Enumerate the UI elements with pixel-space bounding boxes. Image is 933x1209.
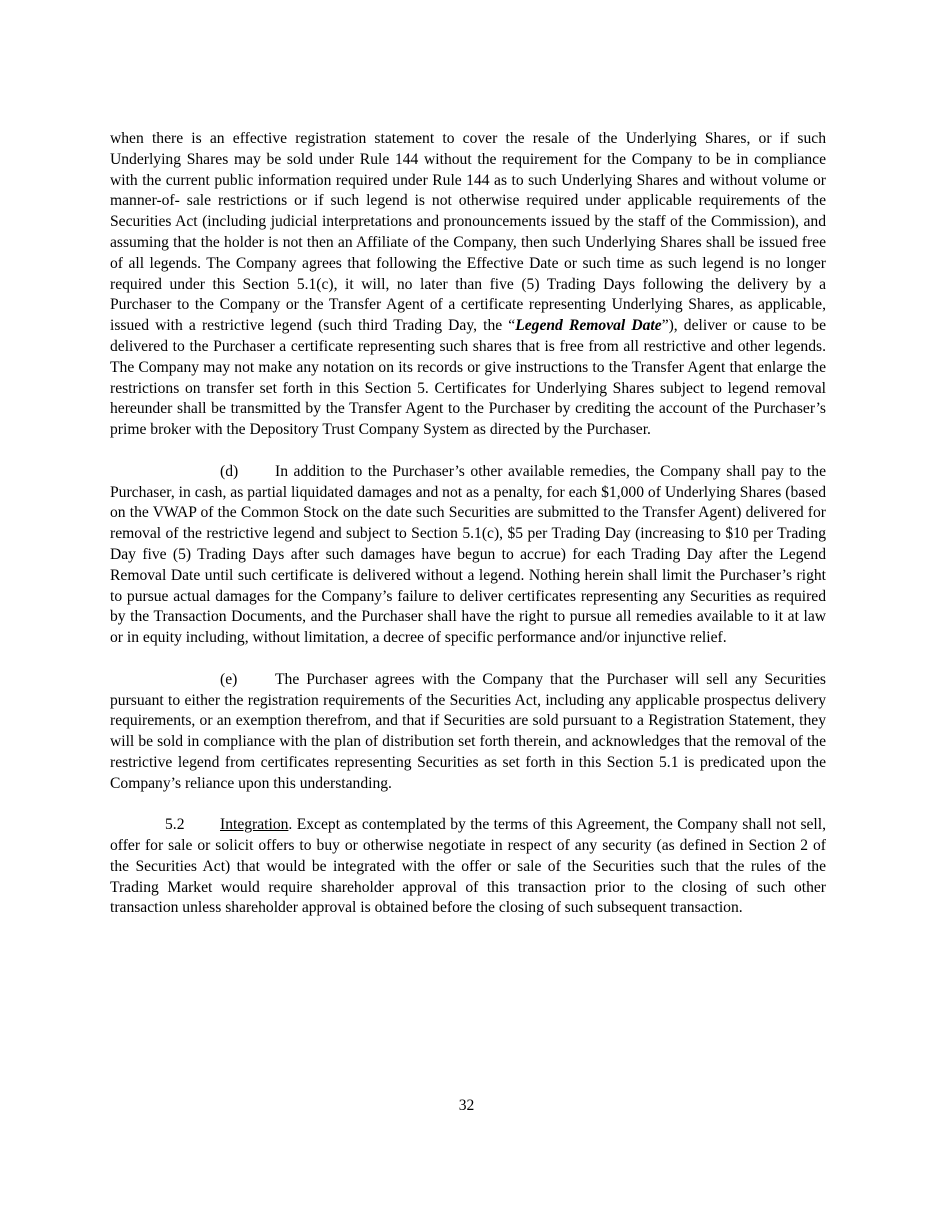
continuation-text-before: when there is an effective registration statement to cover the resale of the Underlying Shares, or if such Underlying Shares may be sold under Rule 144 without the requirement for the Company to be in compliance with the current public information required under Rule 144 as to such Underlying Shares and without volume or manner-of- sale restrictions or if such legend is not otherwise required under applicable requirements of the Securities Act (including judicial interpretations and pronouncements issued by the staff of the Commission), and assuming that the holder is not then an Affiliate of the Company, then such Underlying Shares shall be issued free of all legends. The Company agrees that following the Effective Date or such time as such legend is no longer required under this Section 5.1(c), it will, no later than five (5) Trading Days following the delivery by a Purchaser to the Company or the Transfer Agent of a certificate representing Underlying Shares, as applicable, issued with a restrictive legend (such third Trading Day, the “ [110, 130, 826, 335]
paragraph-e-text: The Purchaser agrees with the Company that the Purchaser will sell any Securities pursuant to either the registration requirements of the Securities Act, including any applicable prospectus delivery requirements, or an exemption therefrom, and that if Securities are sold pursuant to a Registration Statement, they will be sold in compliance with the plan of distribution set forth therein, and acknowledges that the removal of the restrictive legend from certificates representing Securities as set forth in this Section 5.1 is predicated upon the Company’s reliance upon this understanding. [110, 670, 826, 792]
paragraph-e [110, 670, 826, 795]
section-5-2 [110, 815, 826, 919]
defined-term-legend-removal-date: Legend Removal Date [515, 317, 662, 335]
continuation-paragraph [110, 129, 826, 441]
paragraph-d-label: (d) [220, 462, 239, 480]
paragraph-e-label: (e) [220, 670, 238, 688]
section-5-2-text: Except as contemplated by the terms of this Agreement, the Company shall not sell, offer for sale or solicit offers to buy or otherwise negotiate in respect of any security (as defined in Section 2 of the Securities Act) that would be integrated with the offer or sale of the Securities such that the rules of the Trading Market would require shareholder approval of this transaction prior to the closing of such other transaction unless shareholder approval is obtained before the closing of such subsequent transaction. [110, 816, 826, 917]
paragraph-d-text: In addition to the Purchaser’s other available remedies, the Company shall pay to the Purchaser, in cash, as partial liquidated damages and not as a penalty, for each $1,000 of Underlying Shares (based on the VWAP of the Common Stock on the date such Securities are submitted to the Transfer Agent) delivered for removal of the restrictive legend and subject to Section 5.1(c), $5 per Trading Day (increasing to $10 per Trading Day five (5) Trading Days after such damages have begun to accrue) for each Trading Day after the Legend Removal Date until such certificate is delivered without a legend. Nothing herein shall limit the Purchaser’s right to pursue actual damages for the Company’s failure to deliver certificates representing any Securities as required by the Transaction Documents, and the Purchaser shall have the right to pursue all remedies available to it at law or in equity including, without limitation, a decree of specific performance and/or injunctive relief. [110, 462, 826, 647]
section-5-2-number: 5.2 [165, 816, 185, 834]
section-5-2-heading-punct: . [288, 816, 293, 834]
page-number: 32 [458, 1097, 475, 1114]
paragraph-d [110, 462, 826, 649]
section-5-2-heading: Integration [220, 816, 289, 834]
document-body [110, 129, 826, 940]
continuation-text-after: ”), deliver or cause to be delivered to the Purchaser a certificate representing such shares that is free from all restrictive and other legends. The Company may not make any notation on its records or give instructions to the Transfer Agent that enlarge the restrictions on transfer set forth in this Section 5. Certificates for Underlying Shares subject to legend removal hereunder shall be transmitted by the Transfer Agent to the Purchaser by crediting the account of the Purchaser’s prime broker with the Depository Trust Company System as directed by the Purchaser. [110, 317, 827, 439]
